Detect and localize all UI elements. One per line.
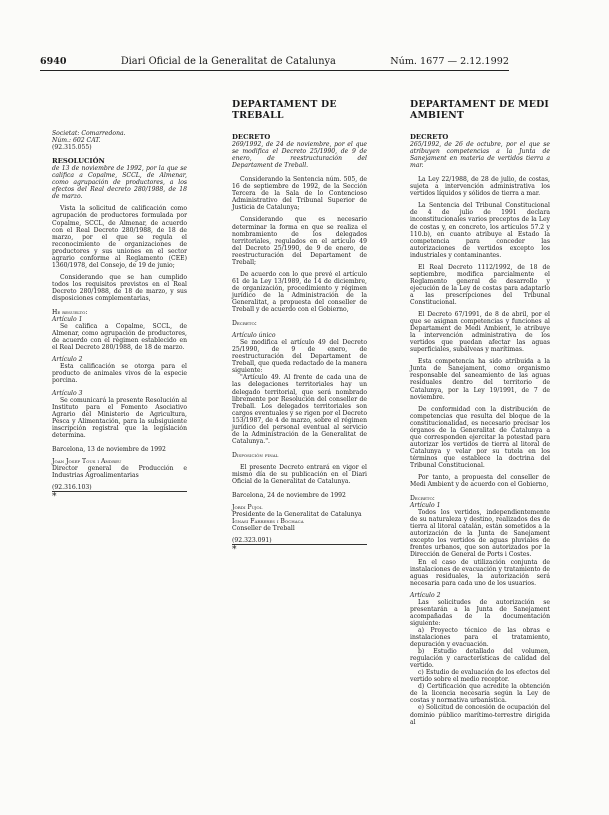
reference-number: (92.316.103)	[52, 484, 92, 492]
decree-label: Decreto:	[232, 320, 257, 328]
paragraph: El Decreto 67/1991, de 8 de abril, por el que se asignan competencias y funciones al Departament de Medi Ambient, le atribuye la intervención administrativa de los vertidos que puedan afectar las aguas superficiales, subálveas y marítimas.	[410, 311, 550, 354]
page-number: 6940	[40, 56, 67, 67]
signing-date: Barcelona, 24 de noviembre de 1992	[232, 492, 346, 500]
decree-heading: DECRETO	[232, 133, 271, 141]
final-provision-text: El presente Decreto entrará en vigor el mismo día de su publicación en el Diari Oficial de la Generalitat de Catalunya.	[232, 463, 367, 486]
paragraph: Considerando la Sentencia núm. 505, de 16 de septiembre de 1992, de la Sección Tercera de la Sala de lo Contencioso Administrativo del Tribunal Superior de Justicia de Catalunya;	[232, 176, 367, 212]
article-heading: Artículo 2	[52, 356, 83, 364]
signer-role: Director general de Producción e Industrias Agroalimentarias	[52, 464, 187, 479]
signer-role: Presidente de la Generalitat de Catalunya	[232, 511, 362, 519]
article-text: Se comunicará la presente Resolución al Instituto para el Fomento Asociativo Agrario del Ministerio de Agricultura, Pesca y Alimentación, para la subsiguiente inscripción registral que la legislación determina.	[52, 396, 187, 439]
decree-heading: DECRETO	[410, 133, 449, 141]
article-text: Se modifica el artículo 49 del Decreto 25/1990, de 9 de enero, de reestructuración del Departament de Treball, que queda redactado de la manera siguiente:	[232, 339, 367, 375]
article-text: Todos los vertidos, independientemente de su naturaleza y destino, realizados des de tierra al litoral catalán, están sometidos a la autorización de la Junta de Sanejament excepto los vertidos de aguas pluviales de frentes urbanos, que son autorizados por la Dirección de General de Ports i Costes.	[410, 509, 550, 559]
page-header	[40, 56, 509, 71]
column-left	[52, 130, 187, 502]
article-heading: Artículo 1	[410, 502, 441, 510]
paragraph: Considerando que es necesario determinar la forma en que se realiza el nombramiento de los delegados territoriales, regulados en el artículo 49 del Decreto 25/1990, de 9 de enero, de reestructuración del Departament de Treball;	[232, 216, 367, 266]
reference-number: (92.315.055)	[52, 144, 92, 152]
article-quote: "Artículo 49. Al frente de cada una de las delegaciones territoriales hay un delegado territorial, que será nombrado libremente por Resolución del conseller de Treball. Los delegados territoriales son cargos eventuales y se rigen por el Decreto 153/1987, de 4 de marzo, sobre el régimen jurídico del personal eventual al servicio de la Administración de la Generalitat de Catalunya.".	[232, 374, 367, 445]
resolution-heading: RESOLUCIÓN	[52, 157, 105, 166]
final-provision-heading: Disposición final	[232, 451, 279, 459]
article-heading: Artículo 3	[52, 389, 83, 397]
paragraph: Esta competencia ha sido atribuida a la Junta de Sanejament, como organismo responsable del saneamiento de las aguas residuales dentro del territorio de Catalunya, por la Ley 19/1991, de 7 de noviembre.	[410, 358, 550, 401]
article-heading: Artículo 2	[410, 591, 441, 599]
signer-name: Jordi Pujol	[232, 504, 263, 512]
paragraph: La Sentencia del Tribunal Constitucional de 4 de julio de 1991 declara inconstitucionales varios preceptos de la Ley de costas y, en concreto, los artículos 57.2 y 110.b), en cuanto atribuye al Estado la competencia para conceder las autorizaciones de vertidos excepto los industriales y contaminantes.	[410, 202, 550, 259]
department-heading: DEPARTAMENT DE MEDI AMBIENT	[410, 99, 549, 121]
list-item: b) Estudio detallado del volumen, regulación y características de calidad del vertido.	[410, 648, 550, 670]
reference-number: (92.323.091)	[232, 537, 272, 545]
issue-number: Núm. 1677 — 2.12.1992	[390, 56, 509, 67]
article-text: Esta calificación se otorga para el producto de animales vivos de la especie porcina.	[52, 363, 187, 385]
paragraph: El Real Decreto 1112/1992, de 18 de septiembre, modifica parcialmente el Reglamento general de desarrollo y ejecución de la Ley de costas para adaptarlo a las prescripciones del Tribunal Constitucional.	[410, 263, 550, 306]
signer-name: Joan Josep Tous i Andreu	[52, 457, 122, 465]
paragraph: La Ley 22/1988, de 28 de julio, de costas, sujeta a intervención administrativa los vertidos líquidos y sólidos de tierra a mar.	[410, 176, 550, 198]
column-middle	[232, 100, 367, 555]
article-heading: Artículo único	[232, 332, 276, 340]
decree-title: 265/1992, de 26 de octubre, por el que se atribuyen competencias a la Junta de Sanejament en materia de vertidos tierra a mar.	[410, 141, 550, 170]
society-line: Societat: Comarredona.	[52, 130, 126, 137]
signer-name: Ignasi Farreres i Bochaca	[232, 518, 304, 526]
article-text: Las solicitudes de autorización se presentarán a la Junta de Sanejament acompañadas de la documentación siguiente:	[410, 598, 550, 627]
department-heading: DEPARTAMENT DE TREBALL	[232, 99, 337, 121]
list-item: c) Estudio de evaluación de los efectos del vertido sobre el medio receptor.	[410, 669, 550, 684]
paragraph: De conformidad con la distribución de competencias que resulta del bloque de la constitucionalidad, es necesario precisar los órganos de la Generalitat de Catalunya a que corresponden ejercitar la potestad para autorizar los vertidos de tierra al litoral de Catalunya y velar por su tutela en los términos que establece la doctrina del Tribunal Constitucional.	[410, 405, 550, 469]
resolved-label: He resuelto:	[52, 309, 88, 317]
list-item: a) Proyecto técnico de las obras e instalaciones para el tratamiento, depuración y evacuación.	[410, 626, 550, 649]
decree-title: 269/1992, de 24 de noviembre, por el que se modifica el Decreto 25/1990, de 9 de enero, de reestructuración del Departament de Treball.	[232, 141, 367, 170]
signing-date: Barcelona, 13 de noviembre de 1992	[52, 445, 166, 453]
paragraph: Por tanto, a propuesta del conseller de Medi Ambient y de acuerdo con el Gobierno,	[410, 474, 550, 489]
end-star: *	[232, 545, 238, 556]
decree-label: Decreto:	[410, 495, 435, 503]
gazette-title: Diari Oficial de la Generalitat de Catalunya	[120, 56, 336, 67]
number-line: Núm.: 602 CAT.	[52, 137, 101, 145]
signer-role: Conseller de Treball	[232, 525, 295, 533]
list-item: d) Certificación que acredite la obtención de la licencia necesaria según la Ley de costas y normativa urbanística.	[410, 683, 550, 705]
paragraph: Considerando que se han cumplido todos los requisitos previstos en el Real Decreto 280/1988, de 18 de marzo, y sus disposiciones complementarias,	[52, 273, 187, 302]
list-item: e) Solicitud de concesión de ocupación del dominio público marítimo-terrestre dirigida al	[410, 704, 550, 726]
column-right	[410, 100, 550, 726]
end-star: *	[52, 492, 58, 503]
paragraph: Vista la solicitud de calificación como agrupación de productores formulada por Copalme, SCCL, de Almenar, de acuerdo con el Real Decreto 280/1988, de 18 de marzo, por el que se regula el reconocimiento de organizaciones de productores y sus uniones en el sector agrario conforme al Reglamento (CEE) 1360/1978, del Consejo, de 19 de junio;	[52, 205, 187, 269]
resolution-title: de 13 de noviembre de 1992, por la que se califica a Copalme, SCCL, de Almenar, como agrupación de productores, a los efectos del Real decreto 280/1988, de 18 de marzo.	[52, 165, 187, 201]
article-text: Se califica a Copalme, SCCL, de Almenar, como agrupación de productores, de acuerdo con el régimen establecido en el Real Decreto 280/1988, de 18 de marzo.	[52, 323, 187, 352]
paragraph: De acuerdo con lo que prevé el artículo 61 de la Ley 13/1989, de 14 de diciembre, de organización, procedimiento y régimen jurídico de la Administración de la Generalitat, a propuesta del conseller de Treball y de acuerdo con el Gobierno,	[232, 270, 367, 314]
article-text: En el caso de utilización conjunta de instalaciones de evacuación y tratamiento de aguas residuales, la autorización será necesaria para cada uno de los usuarios.	[410, 558, 550, 587]
article-heading: Artículo 1	[52, 316, 83, 324]
